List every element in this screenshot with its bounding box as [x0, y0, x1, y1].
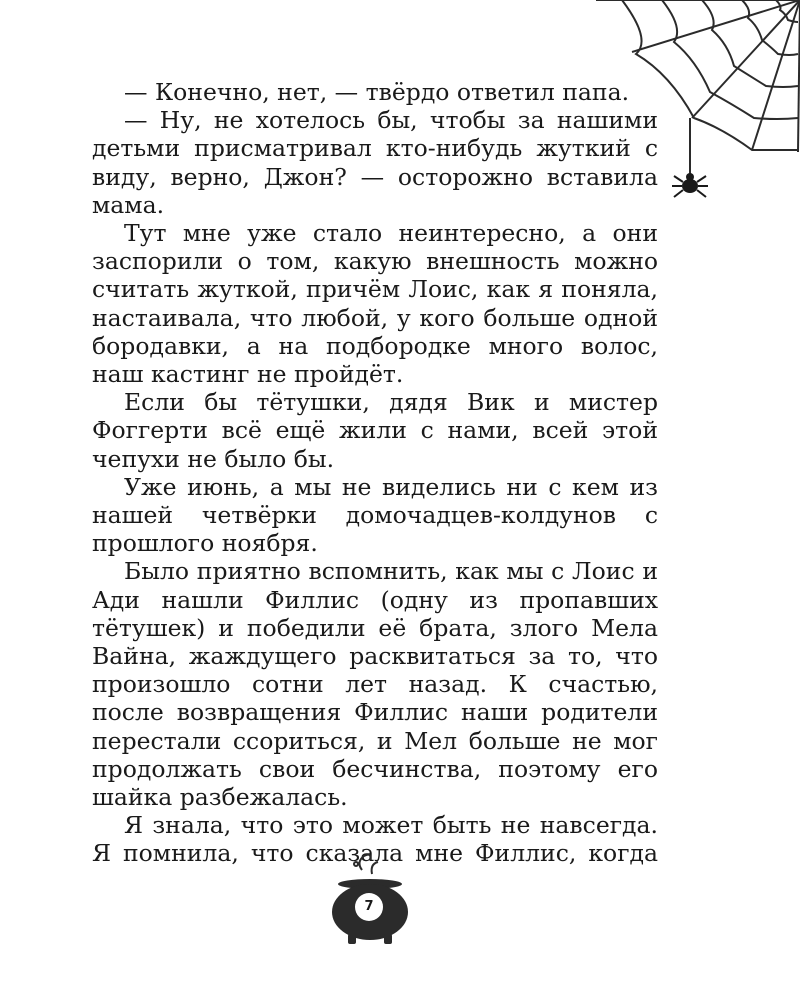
paragraph: Было приятно вспомнить, как мы с Лоис и Ади нашли Филлис (одну из пропавших тётушек) и победили её брата, злого Мела Вайна, жаждущего расквитаться за то, что произошло сотни лет назад. К счастью, после возвращения Филлис наши родители перестали ссориться, и Мел больше не мог продолжать свои бесчинства, поэтому его шайка разбежалась. — [92, 557, 658, 812]
page-number: 7 — [364, 899, 374, 914]
paragraph: Если бы тётушки, дядя Вик и мистер Фоггерти всё ещё жили с нами, всей этой чепухи не было бы. — [92, 388, 658, 473]
paragraph: — Конечно, нет, — твёрдо ответил папа. — [124, 78, 630, 106]
page-text — [92, 78, 658, 868]
spider-icon — [672, 173, 708, 197]
paragraph: — Ну, не хотелось бы, чтобы за нашими детьми присматривал кто-нибудь жуткий с виду, верно, Джон? — осторожно вставила мама. — [92, 106, 658, 219]
paragraph: Уже июнь, а мы не виделись ни с кем из нашей четвёрки домочадцев-колдунов с прошлого ноября. — [92, 472, 658, 558]
paragraph: Я знала, что это может быть не навсегда. Я помнила, что сказала мне Филлис, когда — [92, 811, 658, 868]
paragraph: Тут мне уже стало неинтересно, а они заспорили о том, какую внешность можно считать жуткой, причём Лоис, как я поняла, настаивала, что любой, у кого больше одной бородавки, а на подбородке много волос, наш кастинг не пройдёт. — [92, 219, 658, 389]
